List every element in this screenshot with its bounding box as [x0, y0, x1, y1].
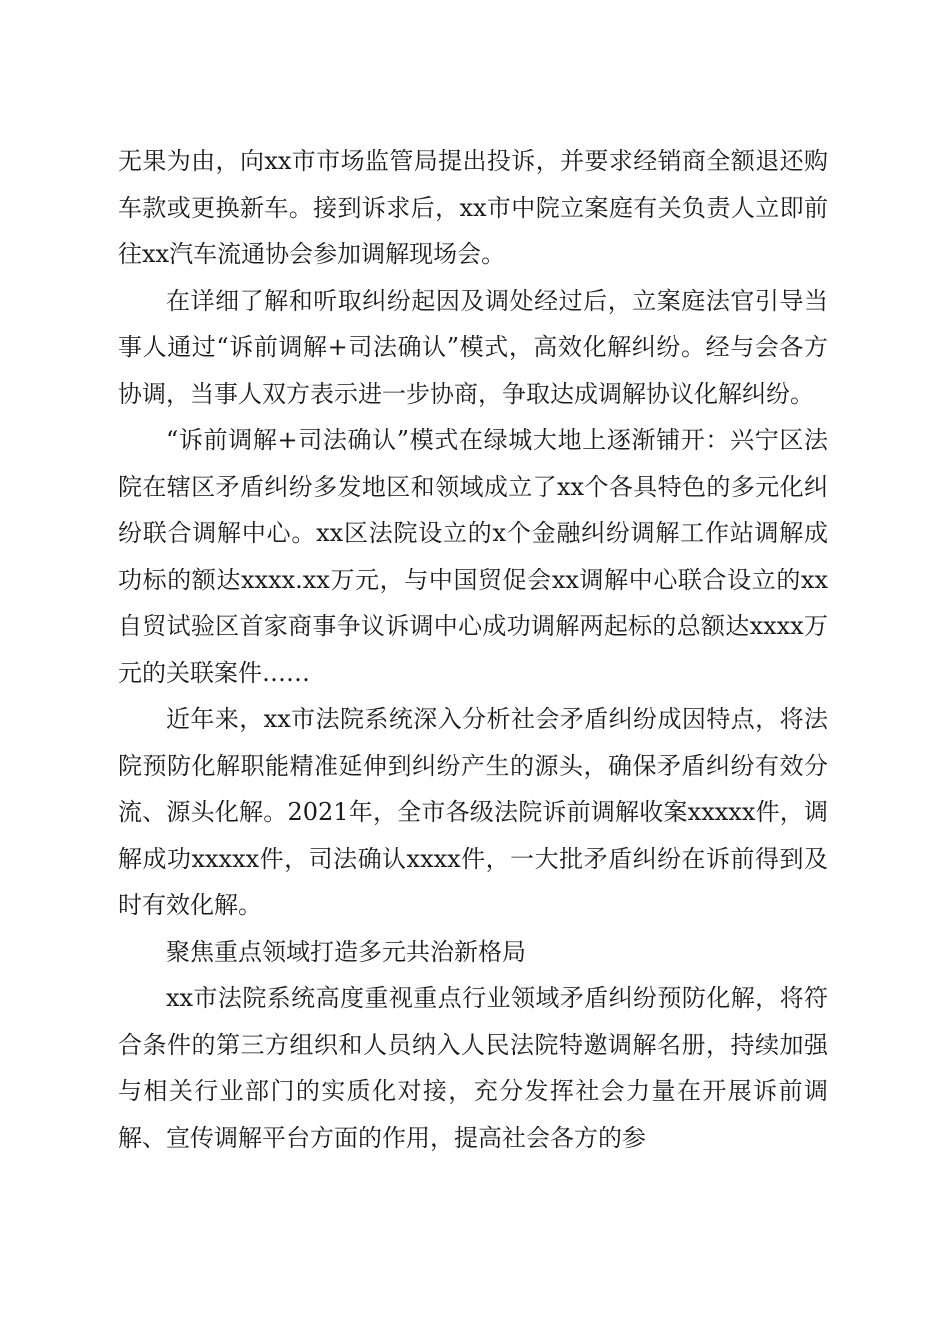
- paragraph-key-areas: xx市法院系统高度重视重点行业领域矛盾纠纷预防化解，将符合条件的第三方组织和人员纳入人民法院特邀调解名册，持续加强与相关行业部门的实质化对接，充分发挥社会力量在开展诉前调解、宣传调解平台方面的作用，提高社会各方的参: [118, 984, 828, 1152]
- document-body: [118, 138, 828, 1161]
- paragraph-mediation-model: “诉前调解+司法确认”模式在绿城大地上逐渐铺开：兴宁区法院在辖区矛盾纠纷多发地区和领域成立了xx个各具特色的多元化纠纷联合调解中心。xx区法院设立的x个金融纠纷调解工作站调解成功标的额达xxxx.xx万元，与中国贸促会xx调解中心联合设立的xx自贸试验区首家商事争议诉调中心成功调解两起标的总额达xxxx万元的关联案件……: [118, 426, 828, 687]
- paragraph-complaint: 无果为由，向xx市市场监管局提出投诉，并要求经销商全额退还购车款或更换新车。接到诉求后，xx市中院立案庭有关负责人立即前往xx汽车流通协会参加调解现场会。: [118, 147, 828, 268]
- paragraph-recent-years: 近年来，xx市法院系统深入分析社会矛盾纠纷成因特点，将法院预防化解职能精准延伸到纠纷产生的源头，确保矛盾纠纷有效分流、源头化解。2021年，全市各级法院诉前调解收案xxxxx件，调解成功xxxxx件，司法确认xxxx件，一大批矛盾纠纷在诉前得到及时有效化解。: [118, 705, 828, 919]
- section-heading: 聚焦重点领域打造多元共治新格局: [166, 937, 526, 966]
- paragraph-mediation-guidance: 在详细了解和听取纠纷起因及调处经过后，立案庭法官引导当事人通过“诉前调解+司法确认”模式，高效化解纠纷。经与会各方协调，当事人双方表示进一步协商，争取达成调解协议化解纠纷。: [118, 286, 828, 408]
